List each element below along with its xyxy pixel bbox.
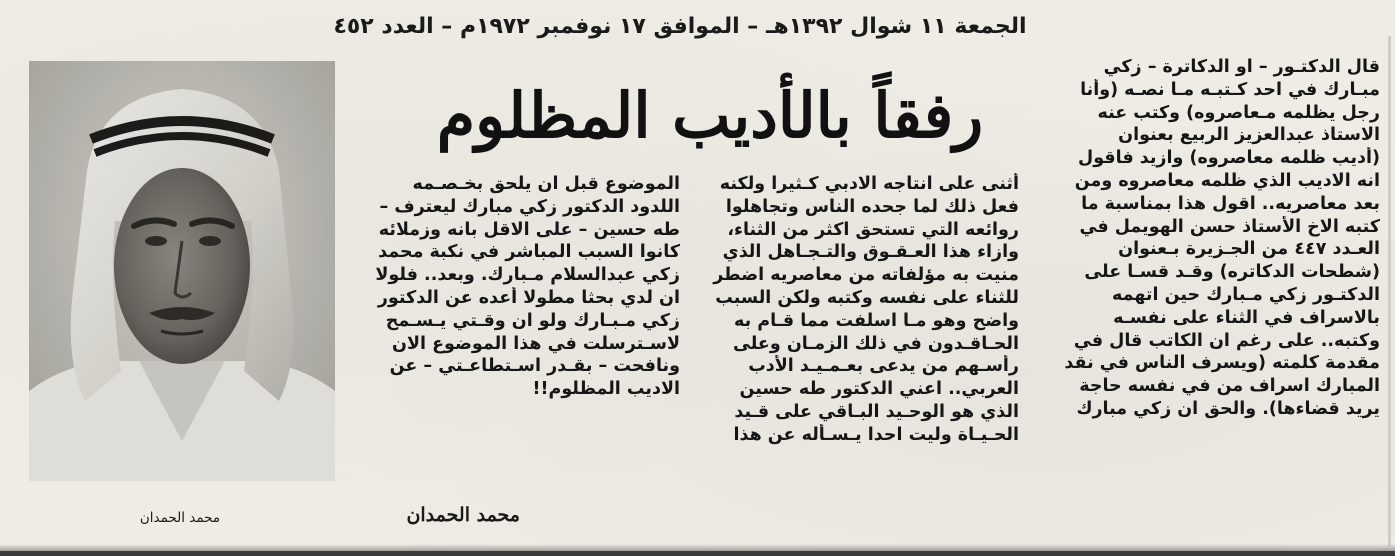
column-line: ان لدي بحثا مطولا أعده عن الدكتور <box>377 287 680 308</box>
column-line: كانوا السبب المباشر في نكبة محمد <box>378 242 680 263</box>
column-line: كتبه الاخ الأستاذ حسن الهويمل في <box>1079 216 1380 237</box>
column-line: بالاسراف في الثناء على نفسـه <box>1113 307 1380 328</box>
column-line: بعد معاصريه.. اقول هذا بمناسبة ما <box>1081 193 1380 214</box>
author-byline: محمد الحمدان <box>406 504 520 526</box>
column-line: الدكتـور زكي مـبارك حين اتهمه <box>1112 284 1380 305</box>
masthead-date-line: الجمعة ١١ شوال ١٣٩٢هـ – الموافق ١٧ نوفمبر ١٩٧٢م – العدد ٤٥٢ <box>333 14 1027 39</box>
column-line: وكتبه.. على رغم ان الكاتب قال في <box>1073 330 1380 351</box>
column-line: الذي هو الوحـيد البـاقي على قـيد <box>734 401 1019 422</box>
column-line: الاستاذ عبدالعزيز الربيع بعنوان <box>1118 125 1380 146</box>
page-edge-rule <box>1388 36 1391 546</box>
column-line: مقدمة كلمته (ويسرف الناس في نقد <box>1064 353 1380 374</box>
column-line: فعل ذلك لما جحده الناس وتجاهلوا <box>725 196 1019 217</box>
column-line: العربي.. اعني الدكتور طه حسين <box>739 379 1019 400</box>
column-line: للثناء على نفسه وكتبه ولكن السبب <box>715 287 1019 308</box>
portrait-image <box>29 61 335 481</box>
column-line: قال الدكتـور – او الدكاترة – زكي <box>1103 57 1380 77</box>
column-line: روائعه التي تستحق اكثر من الثناء، <box>727 219 1019 240</box>
article-column-2 <box>696 173 1019 447</box>
column-line: طه حسين – على الاقل بانه وزملائه <box>378 219 680 240</box>
column-line: الاديب المظلوم!! <box>532 379 680 400</box>
article-column-3 <box>357 173 680 401</box>
column-line: منيت به مؤلفاته من معاصريه اضطر <box>713 265 1019 286</box>
column-line: زكي عبدالسلام مـبارك. وبعد.. فلولا <box>375 265 680 286</box>
column-line: انه الاديب الذي ظلمه معاصروه ومن <box>1074 170 1380 191</box>
column-line: لاسـترسلت في هذا الموضوع الان <box>392 333 680 354</box>
author-photo <box>29 61 335 481</box>
column-line: وازاء هذا العـقـوق والتـجـاهل الذي <box>722 242 1019 263</box>
column-line: مبـارك في احد كـتبـه مـا نصـه (وأنا <box>1080 79 1380 100</box>
article-headline: رفقاً بالأديب المظلوم <box>436 79 984 152</box>
column-line: (شطحات الدكاتره) وقـد قسـا على <box>1084 262 1380 283</box>
column-line: يريد قضاءها). والحق ان زكي مبارك <box>1076 398 1380 419</box>
column-line: واضح وهو مـا اسلفت مما قـام به <box>734 310 1019 331</box>
column-line: ونافحت – بقـدر اسـتطاعـتي – عن <box>389 356 680 377</box>
column-line: زكي مـبـارك ولو ان وقـتي يـسـمح <box>385 310 680 331</box>
column-line: الحـيـاة وليت احدا يـسـأله عن هذا <box>733 424 1019 445</box>
column-line: الحـاقـدون في ذلك الزمـان وعلى <box>733 333 1019 354</box>
column-line: العـدد ٤٤٧ من الجـزيرة بـعنوان <box>1118 239 1380 260</box>
article-column-1 <box>1044 56 1380 421</box>
column-line: (أديب ظلمه معاصروه) وازيد فاقول <box>1078 148 1380 169</box>
column-line: رأسـهم من يدعى بعـمـيـد الأدب <box>748 356 1019 377</box>
photo-caption: محمد الحمدان <box>139 510 221 526</box>
column-line: أثنى على انتاجه الادبي كـثيرا ولكنه <box>719 174 1019 194</box>
column-line: الموضوع قبل ان يلحق بخـصـمه <box>412 174 680 194</box>
page-bottom-band <box>0 551 1395 556</box>
column-line: اللدود الدكتور زكي مبارك ليعترف – <box>379 196 680 217</box>
column-line: المبارك اسراف من في نفسه حاجة <box>1079 376 1380 397</box>
column-line: رجل يظلمه مـعاصروه) وكتب عنه <box>1097 102 1380 123</box>
